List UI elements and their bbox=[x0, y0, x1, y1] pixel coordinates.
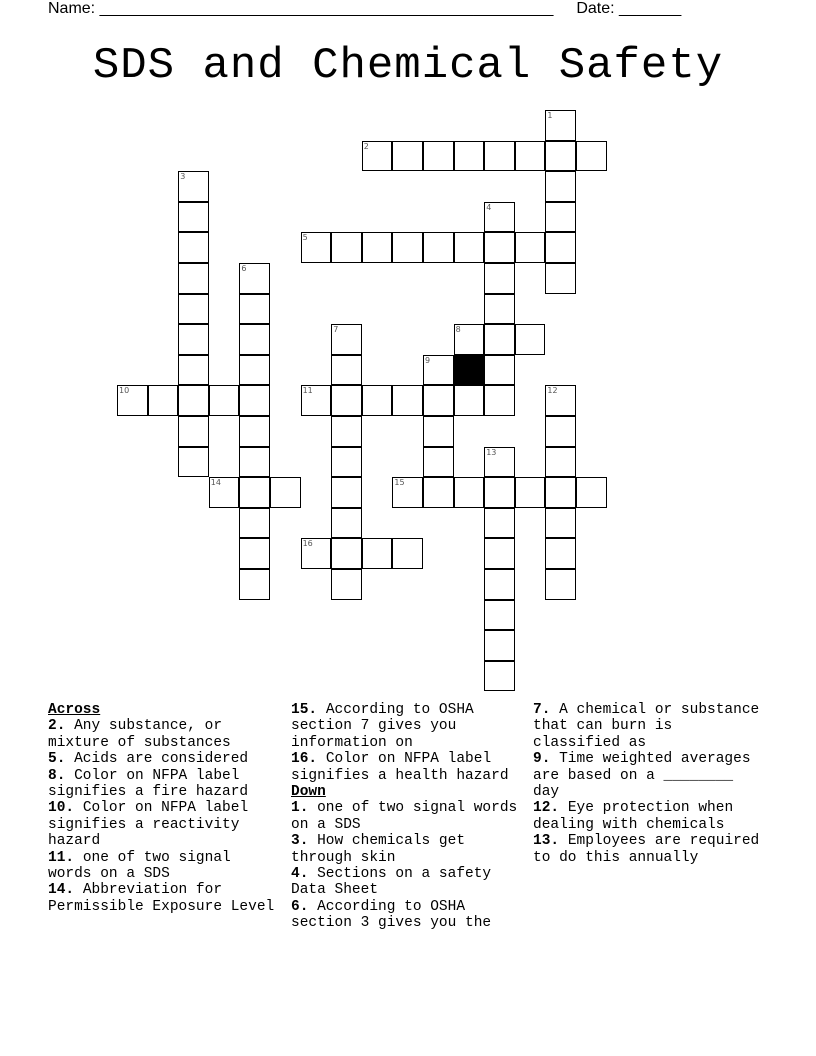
clue-item-number: 8. bbox=[48, 767, 66, 784]
grid-cell[interactable] bbox=[301, 385, 332, 416]
clue-number-label: 4 bbox=[486, 202, 492, 212]
clue-number-label: 5 bbox=[302, 233, 308, 243]
grid-cell[interactable] bbox=[545, 263, 576, 294]
clue-number-label: 12 bbox=[547, 386, 558, 396]
grid-cell[interactable] bbox=[454, 385, 485, 416]
grid-cell[interactable] bbox=[484, 508, 515, 539]
clue-number-label: 9 bbox=[425, 355, 431, 365]
clue-item-number: 6. bbox=[291, 898, 309, 915]
clue-item-text: Color on NFPA label signifies a reactivity hazard bbox=[48, 800, 249, 850]
clue-number-label: 13 bbox=[486, 447, 497, 457]
grid-cell[interactable] bbox=[454, 232, 485, 263]
clue-item-number: 2. bbox=[48, 718, 66, 735]
grid-cell[interactable] bbox=[515, 232, 546, 263]
date-blank[interactable]: _______ bbox=[619, 0, 682, 17]
grid-cell[interactable] bbox=[331, 508, 362, 539]
grid-cell[interactable] bbox=[423, 447, 454, 478]
grid-cell[interactable] bbox=[423, 141, 454, 172]
grid-cell[interactable] bbox=[270, 477, 301, 508]
name-label: Name: bbox=[48, 0, 96, 17]
grid-cell[interactable] bbox=[178, 294, 209, 325]
clue-item-number: 14. bbox=[48, 882, 75, 899]
clue-item-text: Abbreviation for Permissible Exposure Level bbox=[48, 882, 275, 915]
grid-cell[interactable] bbox=[484, 569, 515, 600]
clue-item bbox=[533, 702, 765, 751]
grid-cell[interactable] bbox=[239, 416, 270, 447]
grid-cell[interactable] bbox=[484, 202, 515, 233]
grid-cell[interactable] bbox=[331, 355, 362, 386]
grid-cell[interactable] bbox=[362, 538, 393, 569]
grid-cell[interactable] bbox=[239, 385, 270, 416]
clue-number-label: 16 bbox=[302, 539, 313, 549]
grid-cell[interactable] bbox=[484, 324, 515, 355]
clue-item-text: Eye protection when dealing with chemicals bbox=[533, 800, 734, 833]
clue-item-number: 1. bbox=[291, 800, 309, 817]
grid-cell[interactable] bbox=[484, 294, 515, 325]
clue-heading: Down bbox=[291, 784, 326, 801]
grid-cell[interactable] bbox=[331, 447, 362, 478]
clue-item-number: 15. bbox=[291, 702, 318, 718]
clues-column-3 bbox=[533, 702, 765, 866]
grid-cell[interactable] bbox=[545, 508, 576, 539]
grid-cell[interactable] bbox=[545, 416, 576, 447]
grid-cell[interactable] bbox=[362, 141, 393, 172]
grid-cell[interactable] bbox=[392, 477, 423, 508]
grid-cell[interactable] bbox=[484, 538, 515, 569]
clue-item-text: A chemical or substance that can burn is classified as bbox=[533, 702, 760, 751]
grid-cell[interactable] bbox=[484, 355, 515, 386]
date-label: Date: bbox=[576, 0, 615, 17]
grid-cell[interactable] bbox=[484, 232, 515, 263]
grid-cell[interactable] bbox=[545, 477, 576, 508]
clue-item-text: Color on NFPA label signifies a fire hazard bbox=[48, 767, 249, 801]
grid-cell[interactable] bbox=[484, 477, 515, 508]
grid-cell[interactable] bbox=[423, 232, 454, 263]
grid-cell[interactable] bbox=[423, 477, 454, 508]
grid-cell[interactable] bbox=[484, 263, 515, 294]
clue-item bbox=[48, 850, 280, 883]
grid-cell[interactable] bbox=[178, 324, 209, 355]
clue-number-label: 7 bbox=[333, 325, 339, 335]
grid-cell[interactable] bbox=[515, 141, 546, 172]
clue-item bbox=[291, 833, 523, 866]
grid-cell[interactable] bbox=[362, 385, 393, 416]
grid-cell[interactable] bbox=[239, 508, 270, 539]
clue-item-text: one of two signal words on a SDS bbox=[291, 800, 518, 833]
grid-cell[interactable] bbox=[239, 538, 270, 569]
grid-cell[interactable] bbox=[392, 232, 423, 263]
clue-item-number: 4. bbox=[291, 866, 309, 883]
clues-column-2 bbox=[291, 702, 523, 932]
grid-cell[interactable] bbox=[423, 416, 454, 447]
grid-cell[interactable] bbox=[484, 141, 515, 172]
clue-number-label: 8 bbox=[455, 325, 461, 335]
grid-cell[interactable] bbox=[484, 447, 515, 478]
grid-cell[interactable] bbox=[178, 232, 209, 263]
clue-item-number: 13. bbox=[533, 833, 560, 850]
grid-cell[interactable] bbox=[515, 477, 546, 508]
grid-cell[interactable] bbox=[209, 477, 240, 508]
clue-item-text: Employees are required to do this annually bbox=[533, 833, 760, 866]
grid-cell[interactable] bbox=[454, 141, 485, 172]
clue-item bbox=[291, 751, 523, 784]
clue-item bbox=[48, 882, 280, 915]
grid-cell[interactable] bbox=[423, 385, 454, 416]
clue-item-number: 10. bbox=[48, 800, 75, 817]
clue-number-label: 15 bbox=[394, 478, 405, 488]
clue-number-label: 14 bbox=[210, 478, 221, 488]
clue-number-label: 1 bbox=[547, 111, 553, 120]
grid-cell[interactable] bbox=[331, 416, 362, 447]
clue-item bbox=[48, 718, 280, 751]
grid-cell[interactable] bbox=[545, 538, 576, 569]
grid-cell[interactable] bbox=[331, 324, 362, 355]
grid-cell[interactable] bbox=[331, 232, 362, 263]
grid-cell[interactable] bbox=[178, 355, 209, 386]
clue-item-text: Color on NFPA label signifies a health hazard bbox=[291, 751, 509, 784]
clue-item bbox=[291, 702, 523, 751]
grid-cell[interactable] bbox=[545, 569, 576, 600]
grid-cell[interactable] bbox=[331, 385, 362, 416]
clue-item-number: 3. bbox=[291, 833, 309, 850]
clue-item bbox=[291, 899, 523, 932]
grid-cell[interactable] bbox=[178, 447, 209, 478]
clue-item-number: 16. bbox=[291, 751, 318, 768]
grid-cell[interactable] bbox=[545, 202, 576, 233]
clue-item bbox=[533, 800, 765, 833]
clue-number-label: 6 bbox=[241, 264, 247, 273]
clue-item-text: How chemicals get through skin bbox=[291, 833, 466, 866]
clue-item-text: one of two signal words on a SDS bbox=[48, 849, 231, 883]
clue-item-text: Sections on a safety Data Sheet bbox=[291, 866, 492, 899]
grid-cell[interactable] bbox=[484, 600, 515, 631]
grid-cell[interactable] bbox=[331, 477, 362, 508]
grid-cell[interactable] bbox=[545, 385, 576, 416]
grid-cell[interactable] bbox=[545, 232, 576, 263]
clue-number-label: 10 bbox=[119, 386, 130, 396]
grid-cell[interactable] bbox=[545, 141, 576, 172]
clue-item bbox=[48, 768, 280, 801]
clue-number-label: 2 bbox=[363, 141, 369, 151]
grid-cell[interactable] bbox=[239, 447, 270, 478]
grid-cell[interactable] bbox=[331, 569, 362, 600]
grid-cell[interactable] bbox=[239, 324, 270, 355]
clue-number-label: 3 bbox=[180, 172, 186, 182]
grid-cell[interactable] bbox=[239, 263, 270, 294]
black-cell bbox=[454, 355, 485, 386]
clue-item bbox=[48, 751, 280, 767]
clue-item-number: 7. bbox=[533, 702, 551, 718]
grid-cell[interactable] bbox=[484, 385, 515, 416]
grid-cell[interactable] bbox=[148, 385, 179, 416]
grid-cell[interactable] bbox=[454, 324, 485, 355]
clue-item-number: 11. bbox=[48, 849, 75, 866]
clue-heading: Across bbox=[48, 702, 101, 718]
clue-number-label: 11 bbox=[302, 386, 313, 396]
grid-cell[interactable] bbox=[545, 110, 576, 141]
grid-cell[interactable] bbox=[484, 661, 515, 692]
grid-cell[interactable] bbox=[545, 447, 576, 478]
clue-item bbox=[48, 800, 280, 849]
grid-cell[interactable] bbox=[301, 538, 332, 569]
clues-column-1 bbox=[48, 702, 280, 915]
clue-item bbox=[533, 833, 765, 866]
grid-cell[interactable] bbox=[178, 416, 209, 447]
clue-item bbox=[533, 751, 765, 800]
grid-cell[interactable] bbox=[178, 385, 209, 416]
grid-cell[interactable] bbox=[454, 477, 485, 508]
grid-cell[interactable] bbox=[239, 569, 270, 600]
clue-item-text: Any substance, or mixture of substances bbox=[48, 718, 231, 751]
grid-cell[interactable] bbox=[239, 477, 270, 508]
grid-cell[interactable] bbox=[239, 355, 270, 386]
clue-item-text: Acids are considered bbox=[74, 751, 249, 768]
page-title: SDS and Chemical Safety bbox=[92, 41, 724, 91]
grid-cell[interactable] bbox=[576, 477, 607, 508]
clue-item-number: 5. bbox=[48, 751, 66, 768]
grid-cell[interactable] bbox=[178, 171, 209, 202]
grid-cell[interactable] bbox=[117, 385, 148, 416]
clue-item-number: 9. bbox=[533, 751, 551, 768]
grid-cell[interactable] bbox=[178, 263, 209, 294]
grid-cell[interactable] bbox=[362, 232, 393, 263]
grid-cell[interactable] bbox=[392, 385, 423, 416]
grid-cell[interactable] bbox=[301, 232, 332, 263]
grid-cell[interactable] bbox=[392, 538, 423, 569]
grid-cell[interactable] bbox=[423, 355, 454, 386]
grid-cell[interactable] bbox=[515, 324, 546, 355]
grid-cell[interactable] bbox=[576, 141, 607, 172]
clue-item-text: According to OSHA section 7 gives you information on bbox=[291, 702, 474, 751]
name-blank[interactable]: ___________________________________________________ bbox=[99, 0, 554, 17]
clue-item-text: Time weighted averages are based on a ________ day bbox=[533, 751, 751, 801]
grid-cell[interactable] bbox=[545, 171, 576, 202]
clue-item-text: According to OSHA section 3 gives you the bbox=[291, 898, 492, 932]
clue-item-number: 12. bbox=[533, 800, 560, 817]
clue-item bbox=[291, 866, 523, 899]
grid-cell[interactable] bbox=[209, 385, 240, 416]
grid-cell[interactable] bbox=[331, 538, 362, 569]
grid-cell[interactable] bbox=[392, 141, 423, 172]
grid-cell[interactable] bbox=[178, 202, 209, 233]
grid-cell[interactable] bbox=[484, 630, 515, 661]
grid-cell[interactable] bbox=[239, 294, 270, 325]
clue-item bbox=[291, 800, 523, 833]
